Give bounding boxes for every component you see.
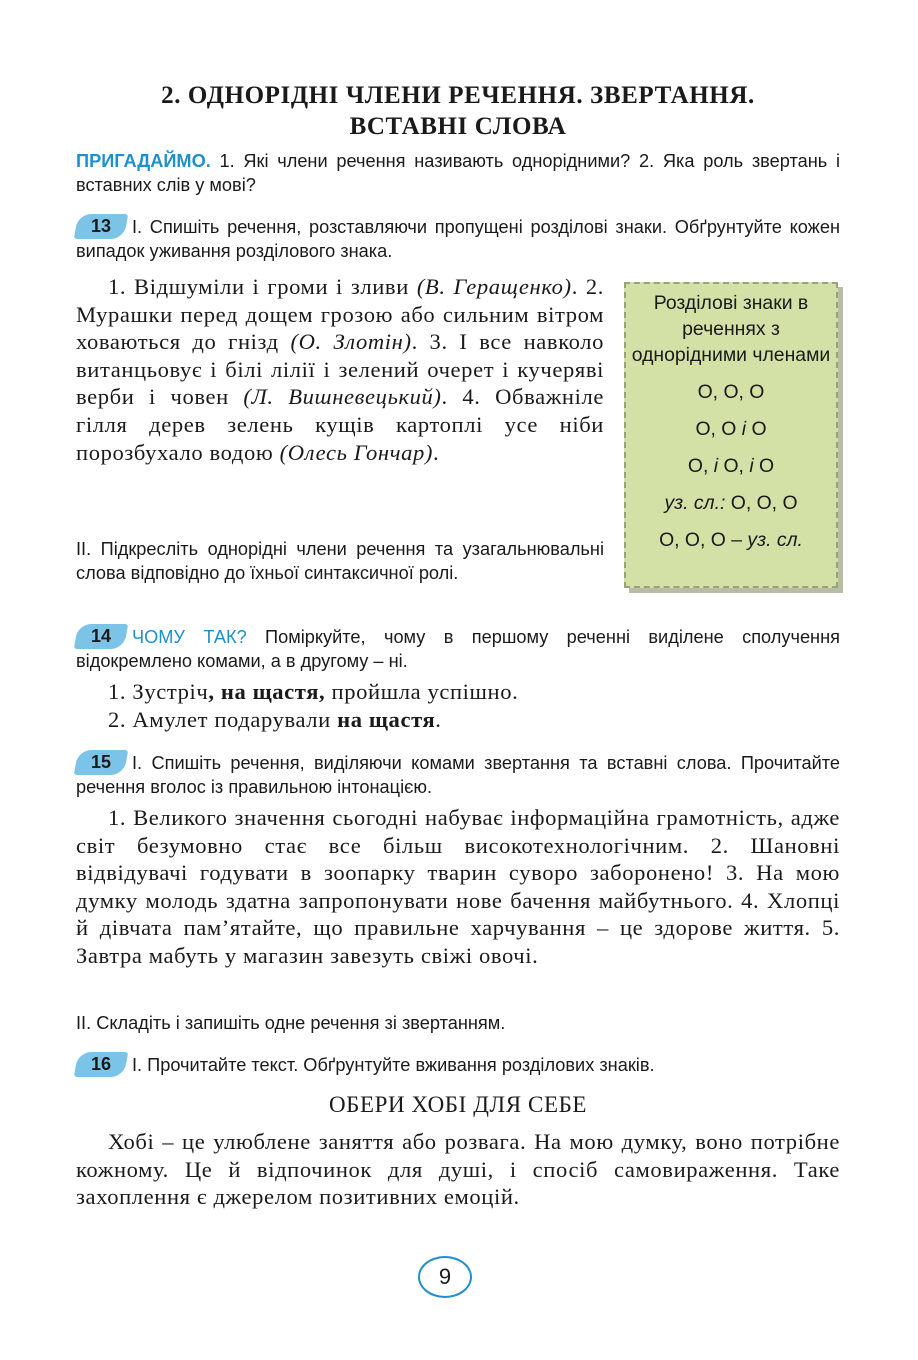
exercise-13-task (76, 214, 840, 263)
author-3: (Л. Вишневецький) (243, 384, 442, 410)
exercise-16-task-text: І. Прочитайте текст. Обґрунтуйте вживання розділових знаків. (132, 1055, 655, 1075)
sidebox-row-2: О, О і О (695, 418, 767, 440)
exercise-13-badge: 13 (74, 214, 128, 239)
punctuation-sidebox (624, 282, 838, 588)
exercise-16-task (76, 1052, 840, 1077)
exercise-14-badge: 14 (74, 624, 128, 649)
exercise-13-task-2: ІІ. Підкресліть однорідні члени речення та узагальнювальні слова відповідно до їхньої синтаксичної ролі. (76, 539, 604, 583)
exercise-15-task-2: ІІ. Складіть і запишіть одне речення зі звертанням. (76, 1013, 506, 1033)
exercise-14-task (76, 624, 840, 673)
sidebox-row-1: О, О, О (697, 381, 765, 403)
title-line-2: ВСТАВНІ СЛОВА (349, 113, 567, 140)
exercise-15-task (76, 750, 840, 799)
recall-label: ПРИГАДАЙМО. (76, 151, 211, 171)
sidebox-row-4: уз. сл.: О, О, О (664, 492, 798, 514)
why-label: ЧОМУ ТАК? (132, 627, 247, 647)
page-number: 9 (418, 1256, 472, 1298)
title-line-1: 2. ОДНОРІДНІ ЧЛЕНИ РЕЧЕННЯ. ЗВЕРТАННЯ. (161, 82, 755, 109)
recall-block (76, 149, 840, 197)
exercise-13-sentences: 1. Відшуміли і громи і зливи (В. Геращенко). 2. Мурашки перед дощем грозою або сильним вітром ховаються до гнізд (О. Злотін). 3. І все навколо витанцьовує і білі лілії і зелений очерет і кучеряві верби і човен (Л. Вишневецький). 4. Обважніле гілля дерев зелень кущів картоплі усе ніби порозбухало водою (Олесь Гончар). (76, 274, 604, 465)
exercise-13-task-text: І. Спишіть речення, розставляючи пропущені розділові знаки. Обґрунтуйте кожен випадок уживання розділового знака. (76, 217, 840, 261)
exercise-14-line-1: 1. Зустріч, на щастя, пройшла успішно. (108, 679, 519, 704)
exercise-15-badge: 15 (74, 750, 128, 775)
exercise-16-badge: 16 (74, 1052, 128, 1077)
exercise-15-text: 1. Великого значення сьогодні набуває інформаційна грамотність, адже світ безумовно стає все більш високотехнологічним. 2. Шановні відвідувачі годувати в зоопарку тварин суворо заборонено! 3. На мою думку молодь здатна запропонувати нове бачення майбутнього. 4. Хлопці й дівчата пам’ятайте, що правильне харчування – це здорове життя. 5. Завтра мабуть у магазин завезуть свіжі овочі. (76, 805, 840, 968)
sidebox-title: Розділові знаки в реченнях з однорідними членами (631, 292, 831, 366)
exercise-14-line-2: 2. Амулет подарували на щастя. (108, 707, 442, 732)
page-title (76, 80, 840, 142)
exercise-15-task-text: І. Спишіть речення, виділяючи комами звертання та вставні слова. Прочитайте речення вголос із правильною інтонацією. (76, 753, 840, 797)
author-2: (О. Злотін) (290, 329, 412, 355)
exercise-14-task-text: Поміркуйте, чому в першому реченні виділене сполучення відокремлено комами, а в другому – ні. (76, 627, 840, 671)
exercise-16-text: Хобі – це улюблене заняття або розвага. На мою думку, воно потрібне кожному. Це й відпочинок для душі, і спосіб самовираження. Таке захоплення є джерелом позитивних емоцій. (76, 1129, 840, 1210)
text-title: ОБЕРИ ХОБІ ДЛЯ СЕБЕ (328, 1092, 588, 1117)
sidebox-row-3: О, і О, і О (687, 455, 775, 477)
author-4: (Олесь Гончар) (279, 439, 434, 465)
author-1: (В. Геращенко) (416, 274, 572, 299)
sidebox-row-5: О, О, О – уз. сл. (659, 529, 803, 551)
recall-text: 1. Які члени речення називають однорідними? 2. Яка роль звертань і вставних слів у мові? (76, 151, 840, 195)
